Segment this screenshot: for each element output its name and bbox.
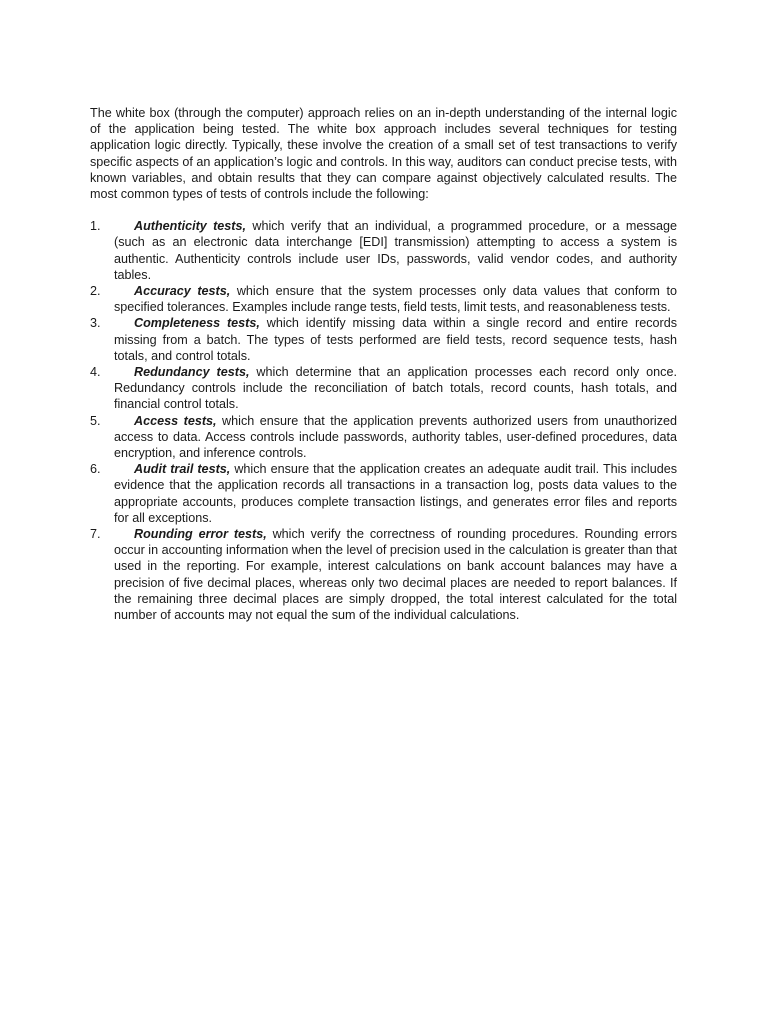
list-item-number: 3.: [90, 316, 101, 331]
list-item-number: 2.: [90, 284, 101, 299]
list-item-term: Rounding error tests,: [134, 527, 267, 542]
list-item-number: 7.: [90, 527, 101, 542]
list-item-rounding-error-tests: [90, 526, 677, 623]
document-body: [90, 105, 677, 623]
list-item-text: which determine that an application processes each record only once. Redundancy controls include the reconciliation of batch totals, record counts, hash totals, and financial control totals.: [114, 365, 677, 412]
list-item-text: which ensure that the application prevents authorized users from unauthorized access to data. Access controls include passwords, authority tables, user-defined procedures, data encryption, and inference controls.: [114, 413, 677, 461]
list-item-number: 4.: [90, 365, 101, 380]
list-item-accuracy-tests: [90, 283, 677, 315]
list-item-number: 1.: [90, 219, 101, 234]
list-item-text: which verify the correctness of rounding procedures. Rounding errors occur in accounting information when the level of precision used in the calculation is greater than that used in the reporting. For example, interest calculations on bank account balances may have a precision of five decimal places, whereas only two decimal places are needed to report balances. If the remaining three decimal places are simply dropped, the total interest calculated for the total number of accounts may not equal the sum of the individual calculations.: [114, 527, 678, 623]
list-item-audit-trail-tests: [90, 461, 677, 526]
list-item-redundancy-tests: [90, 364, 677, 413]
tests-list: [90, 218, 677, 623]
list-item-number: 6.: [90, 462, 101, 477]
list-item-number: 5.: [90, 413, 101, 428]
list-item-term: Access tests,: [134, 413, 217, 428]
list-item-text: which ensure that the system processes only data values that conform to specified tolerances. Examples include range tests, field tests, limit tests, and reasonableness tests.: [114, 284, 677, 315]
list-item-text: which ensure that the application creates an adequate audit trail. This includes evidence that the application records all transactions in a transaction log, posts data values to the appropriate accounts, produces complete transaction listings, and generates error files and reports for all exceptions.: [114, 462, 678, 525]
list-item-term: Authenticity tests,: [134, 219, 247, 234]
list-item-completeness-tests: [90, 315, 677, 364]
list-item-term: Redundancy tests,: [134, 365, 250, 380]
list-item-text: which verify that an individual, a programmed procedure, or a message (such as an electronic data interchange [EDI] transmission) attempting to access a system is authentic. Authenticity controls include user IDs, passwords, valid vendor codes, and authority tables.: [114, 219, 677, 282]
intro-paragraph: The white box (through the computer) approach relies on an in-depth understanding of the internal logic of the application being tested. The white box approach includes several techniques for testing application logic directly. Typically, these involve the creation of a small set of test transactions to verify specific aspects of an application’s logic and controls. In this way, auditors can conduct precise tests, with known variables, and obtain results that they can compare against objectively calculated results. The most common types of tests of controls include the following:: [90, 106, 677, 202]
list-item-term: Completeness tests,: [134, 316, 260, 331]
list-item-term: Accuracy tests,: [134, 284, 231, 299]
list-item-authenticity-tests: [90, 218, 677, 283]
list-item-text: which identify missing data within a single record and entire records missing from a batch. The types of tests performed are field tests, record sequence tests, hash totals, and control totals.: [114, 316, 677, 363]
list-item-term: Audit trail tests,: [134, 462, 231, 477]
list-item-access-tests: [90, 413, 677, 462]
